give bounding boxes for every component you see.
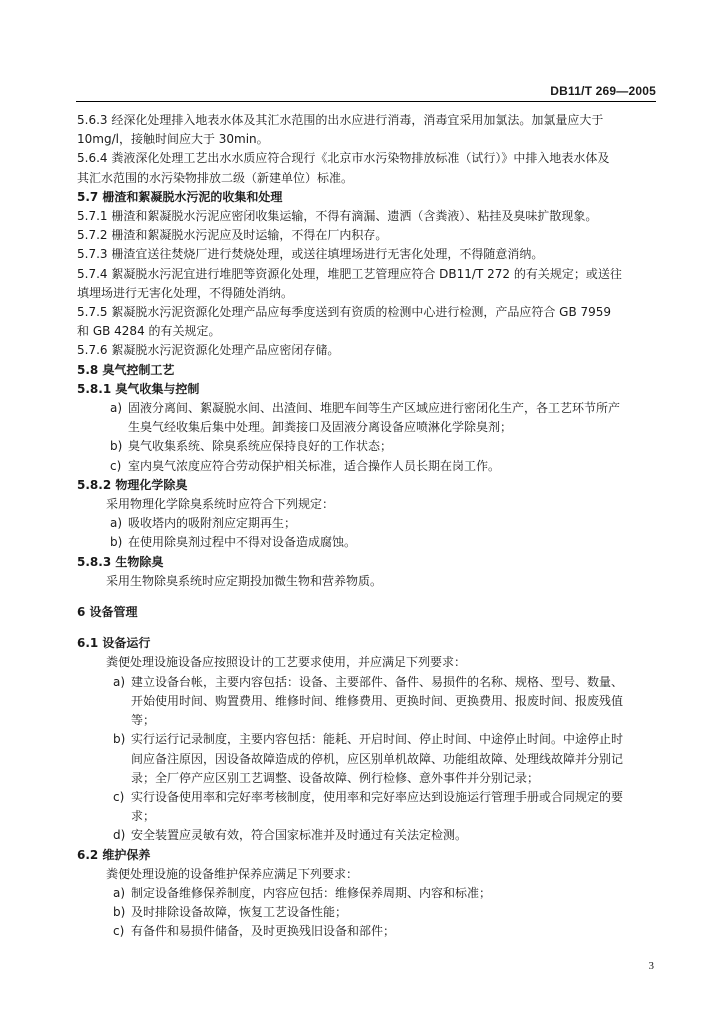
clause-text: 5.6.4 粪液深化处理工艺出水水质应符合现行《北京市水污染物排放标准（试行）》中排入地表水体及	[77, 151, 610, 166]
clause-continuation: 其汇水范围的水污染物排放二级（新建单位）标准。	[77, 170, 354, 185]
intro-text: 采用生物除臭系统时应定期投加微生物和营养物质。	[106, 573, 383, 588]
list-item-text: 安全装置应灵敏有效，符合国家标准并及时通过有关法定检测。	[131, 828, 468, 843]
list-item	[77, 922, 657, 941]
list-item-text: 建立设备台帐，主要内容包括：设备、主要部件、备件、易损件的名称、规格、型号、数量、	[131, 674, 624, 689]
list-item	[77, 826, 657, 845]
list-item	[77, 730, 657, 749]
list-item-text: 吸收塔内的吸附剂应定期再生；	[128, 516, 297, 531]
list-item-text: 固液分离间、絮凝脱水间、出渣间、堆肥车间等生产区域应进行密闭化生产，各工艺环节所产	[128, 401, 621, 416]
standard-code: DB11/T 269—2005	[550, 84, 656, 98]
section-heading: 6.1 设备运行	[77, 636, 151, 651]
list-item-text: 实行设备使用率和完好率考核制度，使用率和完好率应达到设施运行管理手册或合同规定的要	[131, 789, 624, 804]
list-item	[77, 457, 657, 476]
list-item-text: 有备件和易损件储备，及时更换残旧设备和部件；	[131, 924, 396, 939]
clause-text: 5.7.3 栅渣宜送往焚烧厂进行焚烧处理，或送往填埋场进行无害化处理，不得随意消纳。	[77, 247, 544, 262]
section-heading: 5.8.1 臭气收集与控制	[77, 381, 200, 396]
list-item	[77, 533, 657, 552]
clause-text: 5.7.6 絮凝脱水污泥资源化处理产品应密闭存储。	[77, 343, 340, 358]
clause-text: 5.7.5 絮凝脱水污泥资源化处理产品应每季度送到有资质的检测中心进行检测，产品应符合 GB 7959	[77, 305, 612, 320]
clause-continuation: 10mg/l，接触时间应大于 30min。	[77, 132, 269, 147]
list-item	[77, 788, 657, 807]
list-marker: a)	[113, 674, 126, 689]
chapter-heading: 6 设备管理	[77, 605, 138, 620]
list-marker: b)	[113, 905, 126, 920]
list-marker: c)	[113, 789, 125, 804]
list-item-text: 及时排除设备故障，恢复工艺设备性能；	[131, 905, 348, 920]
list-item-text: 制定设备维修保养制度，内容应包括：维修保养周期、内容和标准；	[131, 885, 492, 900]
section-heading: 5.8.2 物理化学除臭	[77, 477, 188, 492]
clause-text: 5.7.2 栅渣和絮凝脱水污泥应及时运输，不得在厂内积存。	[77, 228, 388, 243]
list-marker: b)	[110, 439, 123, 454]
clause-text: 5.7.1 栅渣和絮凝脱水污泥应密闭收集运输，不得有滴漏、遗洒（含粪液）、粘挂及臭味扩散现象。	[77, 209, 598, 224]
list-marker: a)	[113, 885, 126, 900]
list-item-continuation: 开始使用时间、购置费用、维修时间、维修费用、更换时间、更换费用、报废时间、报废残值	[131, 693, 624, 708]
list-marker: a)	[110, 401, 123, 416]
list-marker: a)	[110, 516, 123, 531]
clause-continuation: 和 GB 4284 的有关规定。	[77, 324, 221, 339]
list-item-continuation: 录；全厂停产应区别工艺调整、设备故障、例行检修、意外事件并分别记录；	[131, 770, 540, 785]
section-heading: 5.7 栅渣和絮凝脱水污泥的收集和处理	[77, 189, 283, 204]
clause-text: 5.6.3 经深化处理排入地表水体及其汇水范围的出水应进行消毒，消毒宜采用加氯法。加氯量应大于	[77, 113, 604, 127]
clause-text: 5.7.4 絮凝脱水污泥宜进行堆肥等资源化处理，堆肥工艺管理应符合 DB11/T 272 的有关规定；或送往	[77, 266, 622, 281]
list-marker: d)	[113, 828, 126, 843]
section-heading: 5.8 臭气控制工艺	[77, 362, 175, 377]
list-item-text: 在使用除臭剂过程中不得对设备造成腐蚀。	[128, 535, 357, 550]
list-marker: c)	[113, 924, 125, 939]
list-item	[77, 437, 657, 456]
list-item-continuation: 间应备注原因，因设备故障造成的停机，应区别单机故障、功能组故障、处理线故障并分别记	[131, 751, 624, 766]
list-item	[77, 399, 657, 418]
intro-text: 粪便处理设施的设备维护保养应满足下列要求：	[106, 866, 359, 881]
list-marker: b)	[113, 732, 126, 747]
list-item-continuation: 等；	[131, 713, 156, 728]
header-rule	[76, 101, 656, 102]
list-item	[77, 903, 657, 922]
list-item-text: 臭气收集系统、除臭系统应保持良好的工作状态；	[128, 439, 393, 454]
list-marker: b)	[110, 535, 123, 550]
list-item	[77, 514, 657, 533]
list-item-text: 室内臭气浓度应符合劳动保护相关标准，适合操作人员长期在岗工作。	[128, 458, 501, 473]
list-item-text: 实行运行记录制度，主要内容包括：能耗、开启时间、停止时间、中途停止时间。中途停止时	[131, 732, 624, 747]
list-marker: c)	[110, 458, 122, 473]
document-body	[77, 111, 657, 942]
section-heading: 6.2 维护保养	[77, 847, 151, 862]
intro-text: 粪便处理设施设备应按照设计的工艺要求使用，并应满足下列要求：	[106, 655, 467, 670]
page-number: 3	[648, 960, 654, 972]
list-item-continuation: 求；	[131, 809, 156, 824]
list-item-continuation: 生臭气经收集后集中处理。卸粪接口及固液分离设备应喷淋化学除臭剂；	[128, 420, 513, 435]
list-item	[77, 673, 657, 692]
section-heading: 5.8.3 生物除臭	[77, 554, 164, 569]
intro-text: 采用物理化学除臭系统时应符合下列规定：	[106, 497, 335, 512]
clause-continuation: 填埋场进行无害化处理，不得随处消纳。	[77, 285, 294, 300]
list-item	[77, 884, 657, 903]
